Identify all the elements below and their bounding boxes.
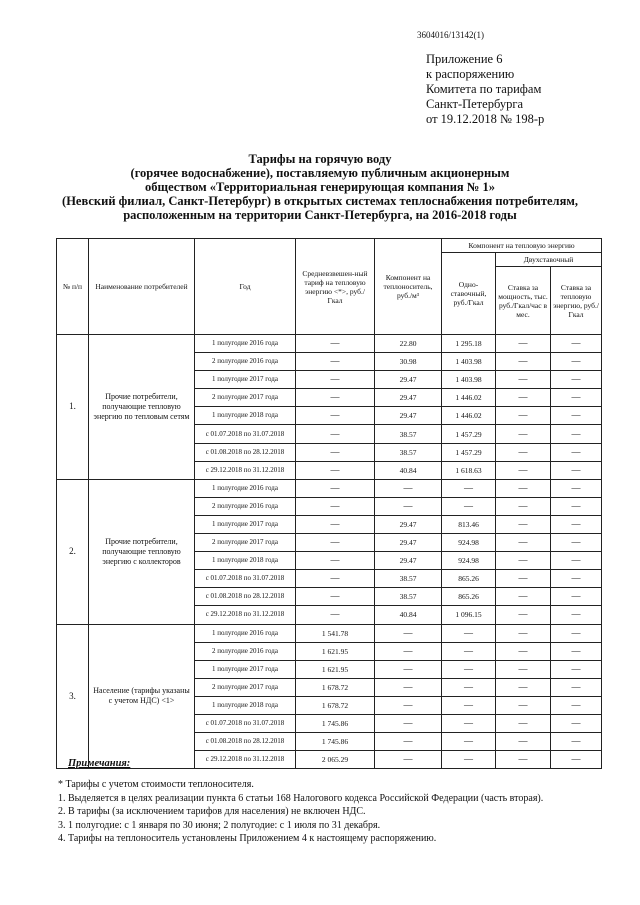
- appendix-block: [426, 52, 544, 127]
- notes-list: [58, 778, 628, 846]
- cell-period: 2 полугодие 2016 года: [195, 353, 296, 371]
- cell-period: с 01.08.2018 по 28.12.2018: [195, 443, 296, 461]
- header-num: № п/п: [57, 239, 89, 335]
- cell-avg-tariff: 1 541.78: [296, 624, 375, 642]
- cell-period: 1 полугодие 2017 года: [195, 660, 296, 678]
- cell-one-rate: 924.98: [442, 534, 496, 552]
- cell-one-rate: 1 096.15: [442, 606, 496, 624]
- header-heat-carrier: Компонент на теплоноситель, руб./м³: [375, 239, 442, 335]
- cell-one-rate: 865.26: [442, 570, 496, 588]
- cell-avg-tariff: —: [296, 515, 375, 533]
- cell-energy-rate: —: [551, 751, 602, 769]
- cell-heat-carrier: —: [375, 642, 442, 660]
- cell-avg-tariff: —: [296, 389, 375, 407]
- document-number: 3604016/13142(1): [417, 30, 484, 40]
- cell-one-rate: 865.26: [442, 588, 496, 606]
- cell-one-rate: 813.46: [442, 515, 496, 533]
- cell-heat-carrier: 38.57: [375, 443, 442, 461]
- cell-one-rate: 924.98: [442, 552, 496, 570]
- cell-capacity-rate: —: [496, 515, 551, 533]
- cell-heat-carrier: —: [375, 497, 442, 515]
- cell-capacity-rate: —: [496, 678, 551, 696]
- cell-capacity-rate: —: [496, 696, 551, 714]
- cell-one-rate: 1 403.98: [442, 371, 496, 389]
- cell-capacity-rate: —: [496, 461, 551, 479]
- cell-period: 1 полугодие 2018 года: [195, 552, 296, 570]
- cell-capacity-rate: —: [496, 425, 551, 443]
- cell-capacity-rate: —: [496, 624, 551, 642]
- cell-avg-tariff: 1 745.86: [296, 714, 375, 732]
- cell-period: 1 полугодие 2017 года: [195, 371, 296, 389]
- cell-energy-rate: —: [551, 407, 602, 425]
- notes-title: Примечания:: [68, 758, 131, 769]
- note-item: 4. Тарифы на теплоноситель установлены Приложением 4 к настоящему распоряжению.: [58, 833, 437, 844]
- group-consumer: Прочие потребители, получающие тепловую энергию с коллекторов: [89, 479, 195, 624]
- header-capacity-rate: Ставка за мощность, тыс. руб./Гкал/час в мес.: [496, 267, 551, 335]
- cell-heat-carrier: —: [375, 624, 442, 642]
- cell-one-rate: —: [442, 660, 496, 678]
- header-one-rate: Одно-ставочный, руб./Гкал: [442, 253, 496, 335]
- header-avg-tariff: Средневзвешен-ный тариф на тепловую энергию <*>, руб./Гкал: [296, 239, 375, 335]
- cell-heat-carrier: 38.57: [375, 588, 442, 606]
- cell-energy-rate: —: [551, 606, 602, 624]
- cell-avg-tariff: —: [296, 534, 375, 552]
- appendix-line: Приложение 6: [426, 52, 503, 66]
- cell-capacity-rate: —: [496, 353, 551, 371]
- cell-capacity-rate: —: [496, 335, 551, 353]
- cell-capacity-rate: —: [496, 371, 551, 389]
- cell-avg-tariff: —: [296, 606, 375, 624]
- cell-one-rate: 1 457.29: [442, 443, 496, 461]
- cell-period: с 01.07.2018 по 31.07.2018: [195, 570, 296, 588]
- title-line: (горячее водоснабжение), поставляемую публичным акционерным: [130, 166, 510, 180]
- cell-capacity-rate: —: [496, 570, 551, 588]
- cell-one-rate: 1 446.02: [442, 389, 496, 407]
- cell-energy-rate: —: [551, 660, 602, 678]
- cell-capacity-rate: —: [496, 642, 551, 660]
- cell-capacity-rate: —: [496, 606, 551, 624]
- cell-one-rate: 1 446.02: [442, 407, 496, 425]
- cell-avg-tariff: 2 065.29: [296, 751, 375, 769]
- cell-energy-rate: —: [551, 733, 602, 751]
- cell-capacity-rate: —: [496, 552, 551, 570]
- cell-avg-tariff: —: [296, 461, 375, 479]
- cell-heat-carrier: 29.47: [375, 515, 442, 533]
- cell-heat-carrier: —: [375, 751, 442, 769]
- cell-one-rate: —: [442, 678, 496, 696]
- cell-avg-tariff: 1 678.72: [296, 678, 375, 696]
- title-line: (Невский филиал, Санкт-Петербург) в открытых системах теплоснабжения потребителям,: [62, 194, 578, 208]
- cell-energy-rate: —: [551, 389, 602, 407]
- cell-capacity-rate: —: [496, 407, 551, 425]
- cell-heat-carrier: 22.80: [375, 335, 442, 353]
- cell-energy-rate: —: [551, 588, 602, 606]
- header-consumer: Наименование потребителей: [89, 239, 195, 335]
- cell-heat-carrier: 30.98: [375, 353, 442, 371]
- cell-energy-rate: —: [551, 371, 602, 389]
- cell-period: с 29.12.2018 по 31.12.2018: [195, 461, 296, 479]
- cell-energy-rate: —: [551, 552, 602, 570]
- cell-avg-tariff: 1 678.72: [296, 696, 375, 714]
- cell-avg-tariff: —: [296, 443, 375, 461]
- cell-period: с 29.12.2018 по 31.12.2018: [195, 751, 296, 769]
- appendix-line: от 19.12.2018 № 198-р: [426, 112, 545, 126]
- cell-energy-rate: —: [551, 714, 602, 732]
- cell-capacity-rate: —: [496, 443, 551, 461]
- cell-period: 2 полугодие 2016 года: [195, 642, 296, 660]
- cell-avg-tariff: —: [296, 479, 375, 497]
- cell-capacity-rate: —: [496, 733, 551, 751]
- cell-period: 1 полугодие 2016 года: [195, 335, 296, 353]
- tariff-table: [56, 238, 602, 769]
- note-item: 1. Выделяется в целях реализации пункта 6 статьи 168 Налогового кодекса Российской Федерации (часть вторая).: [58, 792, 544, 804]
- note-item: 2. В тарифы (за исключением тарифов для населения) не включен НДС.: [58, 806, 366, 817]
- cell-energy-rate: —: [551, 624, 602, 642]
- cell-avg-tariff: —: [296, 371, 375, 389]
- header-two-rate: Двухставочный: [496, 253, 602, 267]
- cell-one-rate: —: [442, 479, 496, 497]
- cell-energy-rate: —: [551, 570, 602, 588]
- cell-capacity-rate: —: [496, 588, 551, 606]
- table-row: [57, 335, 602, 353]
- note-item: 3. 1 полугодие: с 1 января по 30 июня; 2 полугодие: с 1 июля по 31 декабря.: [58, 819, 381, 831]
- cell-period: 1 полугодие 2018 года: [195, 407, 296, 425]
- cell-period: 1 полугодие 2017 года: [195, 515, 296, 533]
- cell-heat-carrier: —: [375, 660, 442, 678]
- title-line: Тарифы на горячую воду: [248, 152, 392, 166]
- cell-avg-tariff: —: [296, 588, 375, 606]
- cell-energy-rate: —: [551, 479, 602, 497]
- cell-avg-tariff: 1 745.86: [296, 733, 375, 751]
- cell-avg-tariff: —: [296, 407, 375, 425]
- group-number: 2.: [57, 479, 89, 624]
- cell-energy-rate: —: [551, 353, 602, 371]
- cell-one-rate: 1 618.63: [442, 461, 496, 479]
- table-row: [57, 479, 602, 497]
- cell-heat-carrier: 40.84: [375, 461, 442, 479]
- cell-energy-rate: —: [551, 335, 602, 353]
- cell-one-rate: —: [442, 751, 496, 769]
- cell-period: с 01.07.2018 по 31.07.2018: [195, 425, 296, 443]
- cell-heat-carrier: —: [375, 696, 442, 714]
- cell-energy-rate: —: [551, 497, 602, 515]
- cell-avg-tariff: 1 621.95: [296, 660, 375, 678]
- appendix-line: к распоряжению: [426, 67, 515, 81]
- cell-heat-carrier: 29.47: [375, 552, 442, 570]
- appendix-line: Санкт-Петербурга: [426, 97, 524, 111]
- cell-period: 1 полугодие 2016 года: [195, 479, 296, 497]
- cell-period: 2 полугодие 2017 года: [195, 389, 296, 407]
- title-line: расположенным на территории Санкт-Петербурга, на 2016-2018 годы: [123, 208, 517, 222]
- cell-heat-carrier: 29.47: [375, 371, 442, 389]
- cell-one-rate: —: [442, 624, 496, 642]
- cell-energy-rate: —: [551, 461, 602, 479]
- cell-capacity-rate: —: [496, 751, 551, 769]
- cell-period: с 29.12.2018 по 31.12.2018: [195, 606, 296, 624]
- cell-energy-rate: —: [551, 515, 602, 533]
- cell-capacity-rate: —: [496, 389, 551, 407]
- cell-period: 1 полугодие 2016 года: [195, 624, 296, 642]
- cell-period: с 01.08.2018 по 28.12.2018: [195, 588, 296, 606]
- cell-capacity-rate: —: [496, 497, 551, 515]
- group-consumer: Прочие потребители, получающие тепловую энергию по тепловым сетям: [89, 335, 195, 480]
- cell-one-rate: —: [442, 714, 496, 732]
- header-year: Год: [195, 239, 296, 335]
- cell-one-rate: —: [442, 642, 496, 660]
- cell-energy-rate: —: [551, 696, 602, 714]
- cell-heat-carrier: 38.57: [375, 425, 442, 443]
- cell-heat-carrier: 29.47: [375, 534, 442, 552]
- cell-capacity-rate: —: [496, 534, 551, 552]
- title-line: обществом «Территориальная генерирующая компания № 1»: [145, 180, 495, 194]
- cell-heat-carrier: —: [375, 714, 442, 732]
- note-item: * Тарифы с учетом стоимости теплоносителя.: [58, 779, 254, 790]
- cell-capacity-rate: —: [496, 479, 551, 497]
- cell-period: 2 полугодие 2016 года: [195, 497, 296, 515]
- cell-period: 2 полугодие 2017 года: [195, 678, 296, 696]
- header-heat-energy: Компонент на тепловую энергию: [442, 239, 602, 253]
- cell-heat-carrier: 38.57: [375, 570, 442, 588]
- cell-heat-carrier: —: [375, 678, 442, 696]
- cell-avg-tariff: —: [296, 497, 375, 515]
- cell-energy-rate: —: [551, 425, 602, 443]
- cell-capacity-rate: —: [496, 714, 551, 732]
- cell-capacity-rate: —: [496, 660, 551, 678]
- cell-one-rate: 1 295.18: [442, 335, 496, 353]
- cell-one-rate: 1 457.29: [442, 425, 496, 443]
- cell-avg-tariff: —: [296, 570, 375, 588]
- cell-avg-tariff: 1 621.95: [296, 642, 375, 660]
- cell-period: 1 полугодие 2018 года: [195, 696, 296, 714]
- cell-period: 2 полугодие 2017 года: [195, 534, 296, 552]
- cell-one-rate: —: [442, 733, 496, 751]
- cell-energy-rate: —: [551, 642, 602, 660]
- cell-heat-carrier: 29.47: [375, 389, 442, 407]
- cell-period: с 01.08.2018 по 28.12.2018: [195, 733, 296, 751]
- cell-heat-carrier: 40.84: [375, 606, 442, 624]
- cell-one-rate: —: [442, 497, 496, 515]
- cell-energy-rate: —: [551, 534, 602, 552]
- group-consumer: Население (тарифы указаны с учетом НДС) <1>: [89, 624, 195, 769]
- cell-avg-tariff: —: [296, 353, 375, 371]
- cell-heat-carrier: —: [375, 733, 442, 751]
- cell-heat-carrier: —: [375, 479, 442, 497]
- cell-energy-rate: —: [551, 443, 602, 461]
- cell-avg-tariff: —: [296, 335, 375, 353]
- cell-energy-rate: —: [551, 678, 602, 696]
- table-row: [57, 624, 602, 642]
- appendix-line: Комитета по тарифам: [426, 82, 542, 96]
- header-energy-rate: Ставка за тепловую энергию, руб./Гкал: [551, 267, 602, 335]
- cell-avg-tariff: —: [296, 425, 375, 443]
- cell-one-rate: 1 403.98: [442, 353, 496, 371]
- group-number: 1.: [57, 335, 89, 480]
- document-title: [30, 152, 610, 222]
- cell-period: с 01.07.2018 по 31.07.2018: [195, 714, 296, 732]
- group-number: 3.: [57, 624, 89, 769]
- cell-one-rate: —: [442, 696, 496, 714]
- cell-heat-carrier: 29.47: [375, 407, 442, 425]
- cell-avg-tariff: —: [296, 552, 375, 570]
